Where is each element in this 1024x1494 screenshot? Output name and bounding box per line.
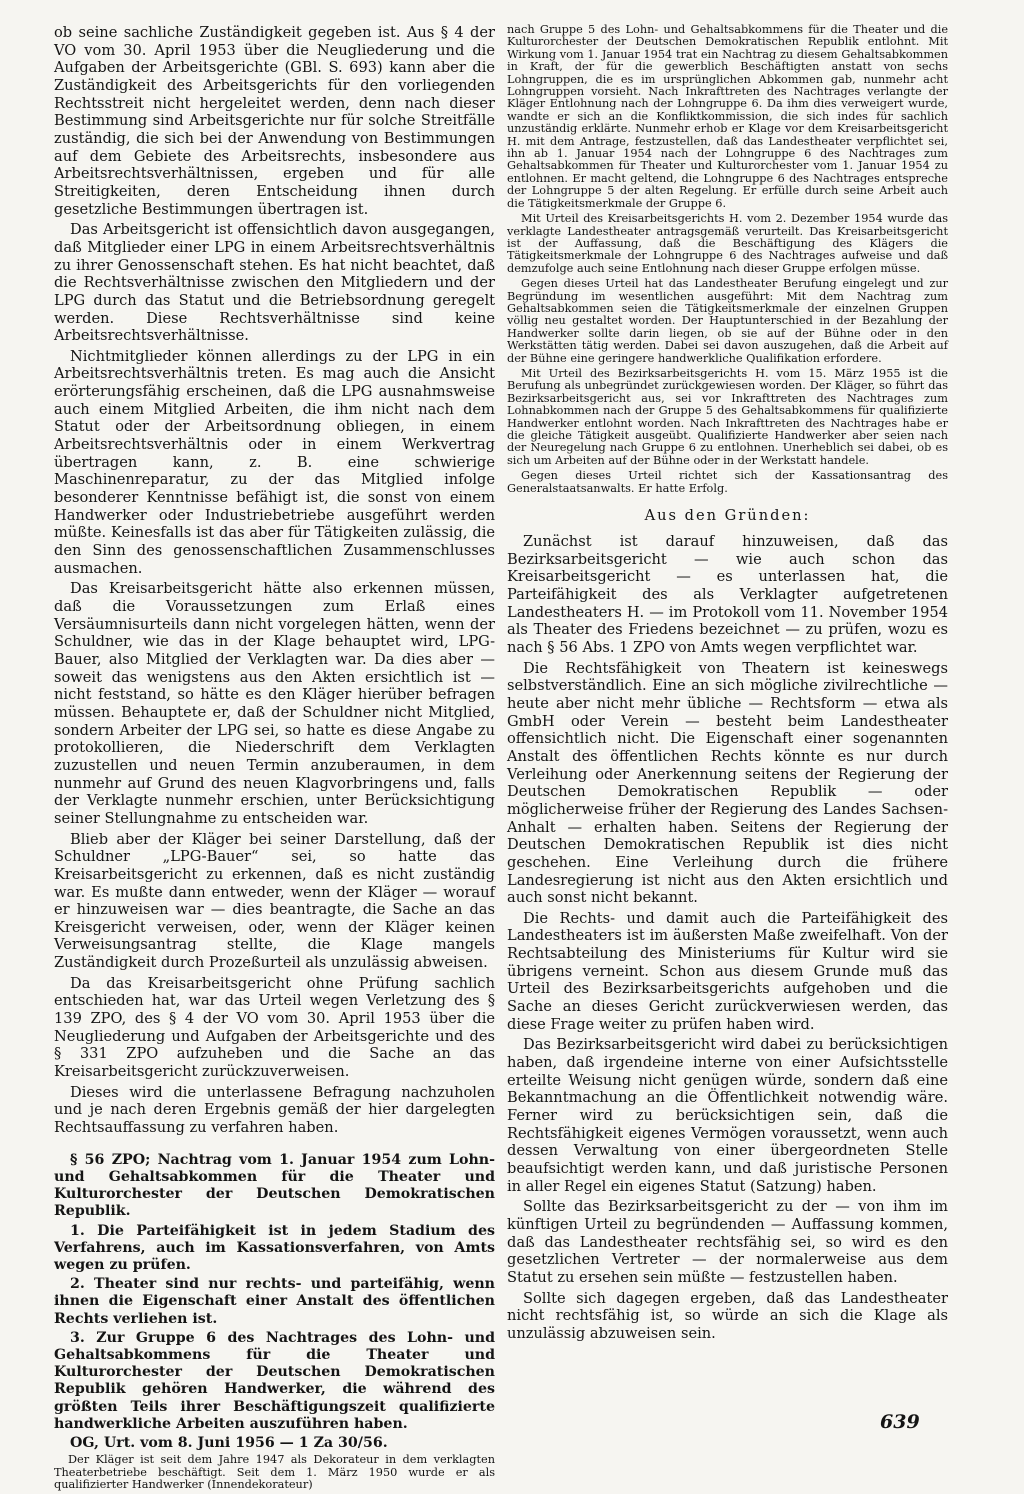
- headnote-thesis: 2. Theater sind nur rechts- und parteifähig, wenn ihnen die Eigenschaft einer Anstalt des öffentlichen Rechts verliehen ist.: [54, 1276, 495, 1327]
- body-paragraph: Blieb aber der Kläger bei seiner Darstellung, daß der Schuldner „LPG-Bauer“ sei, so hatte das Kreisarbeitsgericht zu erkennen, daß es nicht zuständig war. Es mußte dann entweder, wenn der Kläger — worauf er hinzuweisen war — dies beantragte, die Sache an das Kreisgericht verweisen, oder, wenn der Kläger keinen Verweisungsantrag stellte, die Klage mangels Zuständigkeit durch Prozeßurteil als unzulässig abweisen.: [54, 830, 495, 972]
- body-paragraph: Zunächst ist darauf hinzuweisen, daß das Bezirksarbeitsgericht — wie auch schon das Kreisarbeitsgericht — es unterlassen hat, die Parteifähigkeit des als Verklagter aufgetretenen Landestheaters H. — im Protokoll vom 11. November 1954 als Theater des Friedens bezeichnet — zu prüfen, wozu es nach § 56 Abs. 1 ZPO von Amts wegen verpflichtet war.: [507, 533, 948, 656]
- body-paragraph: Nichtmitglieder können allerdings zu der LPG in ein Arbeitsrechtsverhältnis treten. Es mag auch die Ansicht erörterungsfähig erscheinen, daß die LPG ausnahmsweise auch einem Mitglied Arbeiten, die ihm nicht nach dem Statut oder der Arbeitsordnung obliegen, in einem Arbeitsrechtsverhältnis oder in einem Werkvertrag übertragen kann, z. B. eine schwierige Maschinenreparatur, zu der das Mitglied infolge besonderer Kenntnisse befähigt ist, die sonst von einem Handwerker oder Industriebetriebe ausgeführt werden müßte. Keinesfalls ist das aber für Tätigkeiten zulässig, die den Sinn des genossenschaftlichen Zusammenschlusses ausmachen.: [54, 347, 495, 577]
- headnote-thesis: 1. Die Parteifähigkeit ist in jedem Stadium des Verfahrens, auch im Kassationsverfahren, von Amts wegen zu prüfen.: [54, 1222, 495, 1273]
- page-number: 639: [880, 1411, 920, 1433]
- case-heading: § 56 ZPO; Nachtrag vom 1. Januar 1954 zum Lohn- und Gehaltsabkommen für die Theater und Kulturorchester der Deutschen Demokratischen Republik.: [54, 1151, 495, 1220]
- body-paragraph: Die Rechtsfähigkeit von Theatern ist keineswegs selbstverständlich. Eine an sich mögliche zivilrechtliche — heute aber nicht mehr übliche — Rechtsform — etwa als GmbH oder Verein — besteht beim Landestheater offensichtlich nicht. Die Eigenschaft einer sogenannten Anstalt des öffentlichen Rechts könnte es nur durch Verleihung oder Anerkennung seitens der Regierung der Deutschen Demokratischen Republik — oder möglicherweise früher der Regierung des Landes Sachsen-Anhalt — erhalten haben. Seitens der Regierung der Deutschen Demokratischen Republik ist dies nicht geschehen. Eine Verleihung durch die frühere Landesregierung ist nicht aus den Akten ersichtlich und auch sonst nicht bekannt.: [507, 659, 948, 907]
- case-facts-paragraph: Mit Urteil des Kreisarbeitsgerichts H. vom 2. Dezember 1954 wurde das verklagte Landestheater antragsgemäß verurteilt. Das Kreisarbeitsgericht ist der Auffassung, daß die Beschäftigung des Klägers die Tätigkeitsmerkmale der Lohngruppe 6 des Nachtrages aufweise und daß demzufolge auch seine Entlohnung nach dieser Gruppe erfolgen müsse.: [507, 212, 948, 275]
- body-paragraph: Das Kreisarbeitsgericht hätte also erkennen müssen, daß die Voraussetzungen zum Erlaß eines Versäumnisurteils dann nicht vorgelegen hätten, wenn der Schuldner, wie das in der Klage behauptet wird, LPG-Bauer, also Mitglied der Verklagten war. Da dies aber — soweit das wenigstens aus den Akten ersichtlich ist — nicht feststand, so hätte es den Kläger hierüber befragen müssen. Behauptete er, daß der Schuldner nicht Mitglied, sondern Arbeiter der LPG sei, so hatte es diese Angabe zu protokollieren, die Niederschrift dem Verklagten zuzustellen und neuen Termin anzuberaumen, in dem nunmehr auf Grund des neuen Klagvorbringens und, falls der Verklagte nunmehr erschien, unter Berücksichtigung seiner Stellungnahme zu entscheiden war.: [54, 580, 495, 827]
- body-paragraph: Sollte sich dagegen ergeben, daß das Landestheater nicht rechtsfähig ist, so würde an sich die Klage als unzulässig abzuweisen sein.: [507, 1289, 948, 1342]
- section-subheading: Aus den Gründen:: [644, 507, 811, 525]
- case-facts-paragraph: Gegen dieses Urteil hat das Landestheater Berufung eingelegt und zur Begründung im wesentlichen ausgeführt: Mit dem Nachtrag zum Gehaltsabkommen seien die Tätigkeitsmerkmale der einzelnen Gruppen völlig neu gestaltet worden. Der Hauptunterschied in der Bezahlung der Handwerker sollte darin liegen, ob sie auf der Bühne oder in den Werkstätten tätig werden. Dabei sei davon auszugehen, daß die Arbeit auf der Bühne eine geringere handwerkliche Qualifikation erfordere.: [507, 277, 948, 365]
- body-paragraph: ob seine sachliche Zuständigkeit gegeben ist. Aus § 4 der VO vom 30. April 1953 über die Neugliederung und die Aufgaben der Arbeitsgerichte (GBl. S. 693) kann aber die Zuständigkeit des Arbeitsgerichts für den vorliegenden Rechtsstreit nicht hergeleitet werden, denn nach dieser Bestimmung sind Arbeitsgerichte nur für solche Streitfälle zuständig, die sich bei der Anwendung von Bestimmungen auf dem Gebiete des Arbeitsrechts, insbesondere aus Arbeitsrechtsverhältnissen, ergeben und für alle Streitigkeiten, deren Entscheidung ihnen durch gesetzliche Bestimmungen übertragen ist.: [54, 24, 495, 218]
- body-paragraph: Das Arbeitsgericht ist offensichtlich davon ausgegangen, daß Mitglieder einer LPG in einem Arbeitsrechtsverhältnis zu ihrer Genossenschaft stehen. Es hat nicht beachtet, daß die Rechtsverhältnisse zwischen den Mitgliedern und der LPG durch das Statut und die Betriebsordnung geregelt werden. Diese Rechtsverhältnisse sind keine Arbeitsrechtsverhältnisse.: [54, 221, 495, 345]
- body-paragraph: Da das Kreisarbeitsgericht ohne Prüfung sachlich entschieden hat, war das Urteil wegen Verletzung des § 139 ZPO, des § 4 der VO vom 30. April 1953 über die Neugliederung und Aufgaben der Arbeitsgerichte und des § 331 ZPO aufzuheben und die Sache an das Kreisarbeitsgericht zurückzuverweisen.: [54, 974, 495, 1081]
- body-paragraph: Dieses wird die unterlassene Befragung nachzuholen und je nach deren Ergebnis gemäß der hier dargelegten Rechtsauffassung zu verfahren haben.: [54, 1083, 495, 1137]
- case-facts-paragraph: nach Gruppe 5 des Lohn- und Gehaltsabkommens für die Theater und die Kulturorchester der Deutschen Demokratischen Republik entlohnt. Mit Wirkung vom 1. Januar 1954 trat ein Nachtrag zu diesem Gehaltsabkommen in Kraft, der für die gewerblich Beschäftigten anstatt von sechs Lohngruppen, die es im ursprünglichen Abkommen gab, nunmehr acht Lohngruppen vorsieht. Nach Inkrafttreten des Nachtrages verlangte der Kläger Entlohnung nach der Lohngruppe 6. Da ihm dies verweigert wurde, wandte er sich an die Konfliktkommission, die sich indes für sachlich unzuständig erklärte. Nunmehr erhob er Klage vor dem Kreisarbeitsgericht H. mit dem Antrage, festzustellen, daß das Landestheater verpflichtet sei, ihn ab 1. Januar 1954 nach der Lohngruppe 6 des Nachtrages zum Gehaltsabkommen für Theater und Kulturorchester vom 1. Januar 1954 zu entlohnen. Er macht geltend, die Lohngruppe 6 des Nachtrages entspreche der Lohngruppe 5 der alten Regelung. Er erfülle durch seine Arbeit auch die Tätigkeitsmerkmale der Gruppe 6.: [507, 23, 948, 210]
- right-column: [507, 24, 948, 1346]
- case-facts-paragraph: Gegen dieses Urteil richtet sich der Kassationsantrag des Generalstaatsanwalts. Er hatte Erfolg.: [507, 469, 948, 495]
- case-facts-paragraph: Mit Urteil des Bezirksarbeitsgerichts H. vom 15. März 1955 ist die Berufung als unbegründet zurückgewiesen worden. Der Kläger, so führt das Bezirksarbeitsgericht aus, sei vor Inkrafttreten des Nachtrages zum Lohnabkommen nach der Gruppe 5 des Gehaltsabkommens für qualifizierte Handwerker entlohnt worden. Nach Inkrafttreten des Nachtrages habe er die gleiche Tätigkeit ausgeübt. Qualifizierte Handwerker aber seien nach der Neuregelung nach Gruppe 6 zu entlohnen. Unerheblich sei dabei, ob es sich um Arbeiten auf der Bühne oder in der Werkstatt handele.: [507, 366, 948, 467]
- body-paragraph: Die Rechts- und damit auch die Parteifähigkeit des Landestheaters ist im äußersten Maße zweifelhaft. Von der Rechtsabteilung des Ministeriums für Kultur wird sie übrigens verneint. Schon aus diesem Grunde muß das Urteil des Bezirksarbeitsgerichts aufgehoben und die Sache an dieses Gericht zurückverwiesen werden, das diese Frage weiter zu prüfen haben wird.: [507, 909, 948, 1033]
- left-column: [54, 24, 495, 1494]
- court-citation: OG, Urt. vom 8. Juni 1956 — 1 Za 30/56.: [70, 1434, 388, 1451]
- body-paragraph: Sollte das Bezirksarbeitsgericht zu der — von ihm im künftigen Urteil zu begründenden — Auffassung kommen, daß das Landestheater rechtsfähig sei, so wird es den gesetzlichen Vertreter — der normalerweise aus dem Statut zu ersehen sein müßte — festzustellen haben.: [507, 1198, 948, 1286]
- body-paragraph: Das Bezirksarbeitsgericht wird dabei zu berücksichtigen haben, daß irgendeine interne von einer Aufsichtsstelle erteilte Weisung nicht genügen würde, sondern daß eine Bekanntmachung an die Öffentlichkeit notwendig wäre. Ferner wird zu berücksichtigen sein, daß die Rechtsfähigkeit eigenes Vermögen voraussetzt, wenn auch dessen Verwaltung von einer übergeordneten Stelle beaufsichtigt werden kann, und daß juristische Personen in aller Regel ein eigenes Statut (Satzung) haben.: [507, 1036, 948, 1195]
- case-facts-paragraph: Der Kläger ist seit dem Jahre 1947 als Dekorateur in dem verklagten Theaterbetriebe beschäftigt. Seit dem 1. März 1950 wurde er als qualifizierter Handwerker (Innendekorateur): [54, 1453, 495, 1491]
- headnote-thesis: 3. Zur Gruppe 6 des Nachtrages des Lohn- und Gehaltsabkommens für die Theater und Kulturorchester der Deutschen Demokratischen Republik gehören Handwerker, die während des größten Teils ihrer Beschäftigungszeit qualifizierte handwerkliche Arbeiten auszuführen haben.: [54, 1329, 495, 1432]
